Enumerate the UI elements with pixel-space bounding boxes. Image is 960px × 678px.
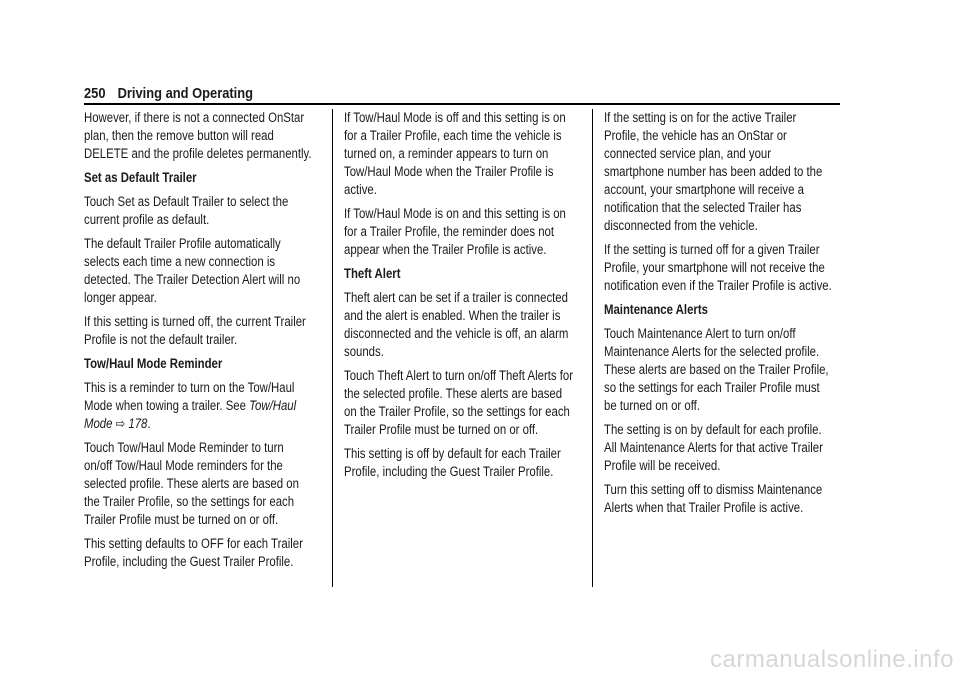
subheading-tow-haul-mode-reminder: Tow/Haul Mode Reminder — [84, 356, 223, 371]
paragraph: If the setting is turned off for a given Trailer Profile, your smartphone will not receive the notification even if the Trailer Profile is active. — [604, 242, 832, 293]
paragraph: Touch Theft Alert to turn on/off Theft Alerts for the selected profile. These alerts are based on the Trailer Profile, so the settings for each Trailer Profile must be turned on or off. — [344, 368, 574, 437]
paragraph: However, if there is not a connected OnStar plan, then the remove button will read DELETE and the profile deletes permanently. — [84, 110, 312, 161]
subheading-theft-alert: Theft Alert — [344, 266, 401, 281]
watermark: carmanualsonline.info — [710, 646, 954, 673]
paragraph: If the setting is on for the active Trailer Profile, the vehicle has an OnStar or connected service plan, and your smartphone number has been added to the account, your smartphone will receive a notification that the selected Trailer has disconnected from the vehicle. — [604, 110, 823, 233]
paragraph: Theft alert can be set if a trailer is connected and the alert is enabled. When the trailer is disconnected and the vehicle is off, an alarm sounds. — [344, 290, 569, 359]
paragraph-with-reference — [84, 379, 314, 433]
column-2 — [344, 109, 574, 487]
reference-title: Tow/Haul Mode — [84, 398, 297, 431]
page-number: 250 — [84, 85, 106, 102]
page-header — [84, 84, 734, 104]
paragraph: Touch Tow/Haul Mode Reminder to turn on/off Tow/Haul Mode reminders for the selected profile. These alerts are based on the Trailer Profile, so the settings for each Trailer Profile must be turned on or off. — [84, 440, 299, 527]
subheading-set-as-default-trailer: Set as Default Trailer — [84, 170, 197, 185]
section-title: Driving and Operating — [117, 85, 254, 102]
paragraph: This setting defaults to OFF for each Trailer Profile, including the Guest Trailer Profile. — [84, 536, 303, 569]
paragraph: If this setting is turned off, the current Trailer Profile is not the default trailer. — [84, 314, 306, 347]
subheading-maintenance-alerts: Maintenance Alerts — [604, 302, 708, 317]
column-divider — [592, 109, 593, 587]
paragraph: This setting is off by default for each Trailer Profile, including the Guest Trailer Profile. — [344, 446, 561, 479]
paragraph-text: This is a reminder to turn on the Tow/Haul Mode when towing a trailer. See — [84, 380, 295, 413]
paragraph: Touch Set as Default Trailer to select the current profile as default. — [84, 194, 289, 227]
paragraph: The default Trailer Profile automatically selects each time a new connection is detected. The Trailer Detection Alert will no longer appear. — [84, 236, 301, 305]
paragraph: If Tow/Haul Mode is on and this setting is on for a Trailer Profile, the reminder does not appear when the Trailer Profile is active. — [344, 206, 566, 257]
column-1 — [84, 109, 314, 577]
paragraph: The setting is on by default for each profile. All Maintenance Alerts for that active Trailer Profile will be received. — [604, 422, 823, 473]
reference-page: 178 — [128, 416, 148, 431]
paragraph: Touch Maintenance Alert to turn on/off Maintenance Alerts for the selected profile. These alerts are based on the Trailer Profile, so the settings for each Trailer Profile must be turned on or off. — [604, 326, 829, 413]
paragraph: Turn this setting off to dismiss Maintenance Alerts when that Trailer Profile is active. — [604, 482, 823, 515]
paragraph-end: . — [147, 416, 151, 431]
page-reference-arrow-icon: ⇨ — [115, 416, 126, 431]
header-rule — [84, 103, 840, 105]
column-divider — [332, 109, 333, 587]
column-3 — [604, 109, 834, 523]
paragraph: If Tow/Haul Mode is off and this setting is on for a Trailer Profile, each time the vehicle is turned on, a reminder appears to turn on Tow/Haul Mode when the Trailer Profile is active. — [344, 110, 566, 197]
